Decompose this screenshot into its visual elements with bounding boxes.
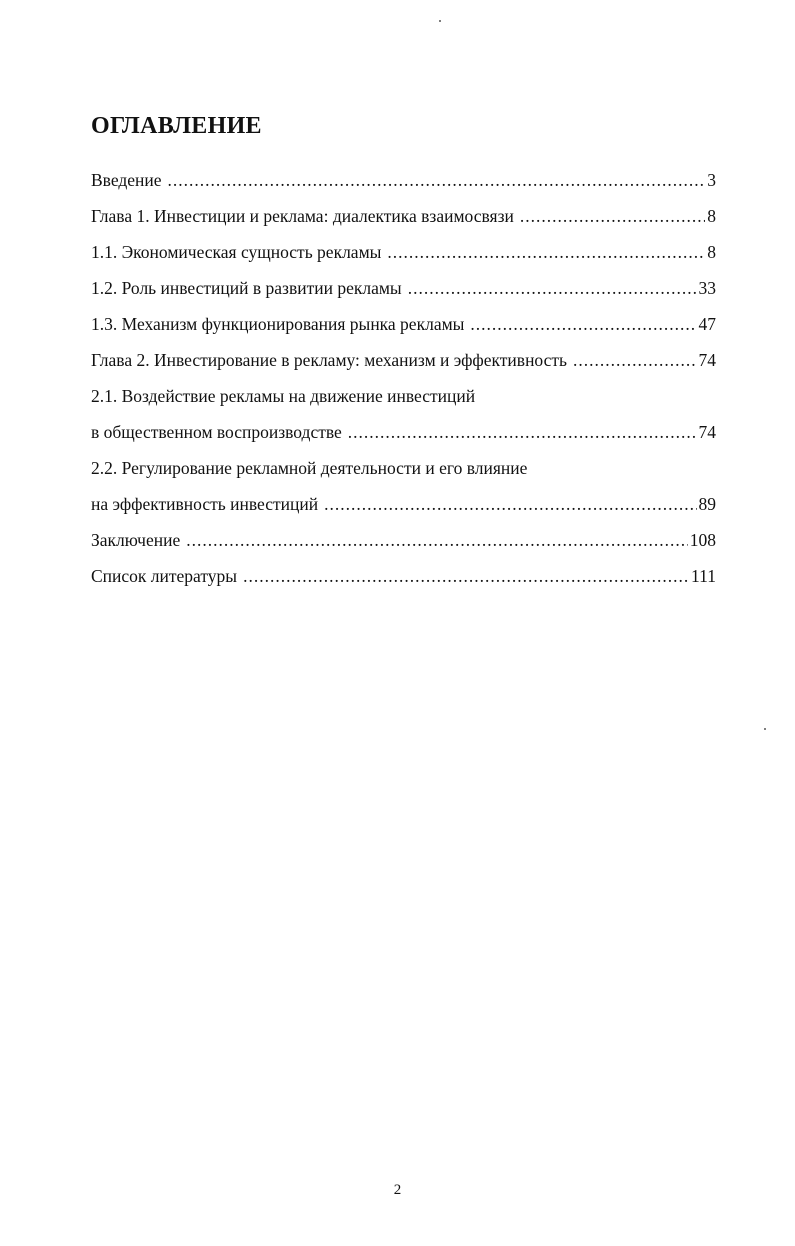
dot-leader	[168, 168, 706, 192]
toc-entry-page: 8	[707, 242, 716, 262]
toc-entry-section-2-2-line-1	[91, 456, 716, 492]
toc-entry-text: Глава 2. Инвестирование в рекламу: механизм и эффективность	[91, 350, 568, 370]
toc-entry-text: 1.2. Роль инвестиций в развитии рекламы	[91, 278, 402, 298]
dot-leader	[348, 420, 697, 444]
toc-entry-section-2-1-line-2	[91, 420, 716, 456]
toc-entry-text: 2.1. Воздействие рекламы на движение инвестиций	[91, 386, 476, 406]
toc-entry-page: 111	[691, 566, 716, 586]
toc-entry-section-1-3	[91, 312, 716, 348]
toc-entry-text: Список литературы	[91, 566, 238, 586]
toc-entry-page: 108	[689, 530, 716, 550]
toc-entry-page: 3	[707, 170, 716, 190]
dot-leader	[573, 348, 696, 372]
toc-entry-text: Введение	[91, 170, 162, 190]
toc-entry-page: 89	[698, 494, 716, 514]
toc-entry-chapter-2	[91, 348, 716, 384]
toc-entry-page: 74	[698, 350, 716, 370]
toc-entry-text: Глава 1. Инвестиции и реклама: диалектика взаимосвязи	[91, 206, 514, 226]
toc-entry-page: 47	[698, 314, 716, 334]
toc-entry-section-2-1-line-1	[91, 384, 716, 420]
dot-leader	[408, 276, 697, 300]
dot-leader	[520, 204, 705, 228]
toc-entry-text: в общественном воспроизводстве	[91, 422, 342, 442]
dot-leader	[470, 312, 696, 336]
table-of-contents	[91, 168, 716, 600]
dot-leader	[186, 528, 688, 552]
dot-leader	[387, 240, 705, 264]
toc-entry-conclusion	[91, 528, 716, 564]
toc-entry-page: 74	[698, 422, 716, 442]
toc-entry-section-1-1	[91, 240, 716, 276]
toc-entry-text: 2.2. Регулирование рекламной деятельности и его влияние	[91, 458, 528, 478]
page-title: ОГЛАВЛЕНИЕ	[91, 113, 262, 139]
dot-leader	[243, 564, 689, 588]
page-number: 2	[393, 1182, 402, 1198]
toc-entry-section-2-2-line-2	[91, 492, 716, 528]
dot-leader	[324, 492, 696, 516]
toc-entry-page: 33	[698, 278, 716, 298]
toc-entry-section-1-2	[91, 276, 716, 312]
scan-speck	[764, 728, 766, 730]
toc-entry-text: Заключение	[91, 530, 181, 550]
toc-entry-text: 1.3. Механизм функционирования рынка рекламы	[91, 314, 465, 334]
toc-entry-chapter-1	[91, 204, 716, 240]
toc-entry-text: 1.1. Экономическая сущность рекламы	[91, 242, 382, 262]
toc-entry-introduction	[91, 168, 716, 204]
toc-entry-bibliography	[91, 564, 716, 600]
toc-entry-text: на эффективность инвестиций	[91, 494, 319, 514]
toc-entry-page: 8	[707, 206, 716, 226]
scan-speck	[439, 20, 441, 22]
